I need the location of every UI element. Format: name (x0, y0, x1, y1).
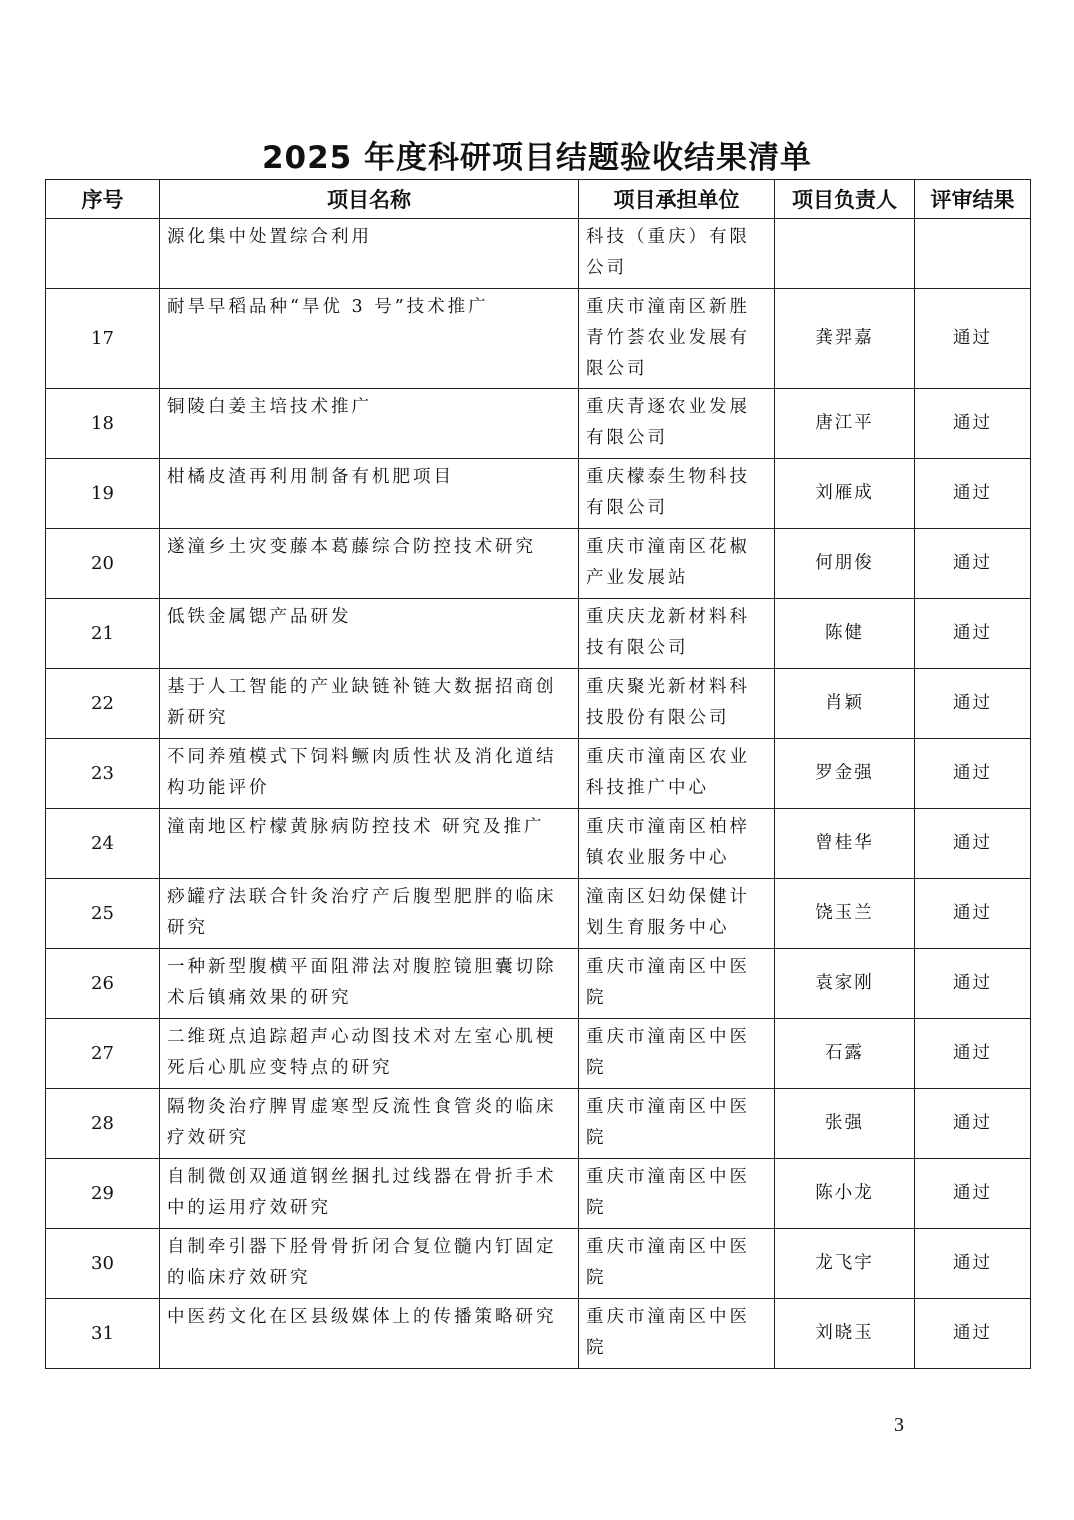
table-row (46, 389, 1031, 459)
cell-unit: 重庆市潼南区花椒产业发展站 (579, 529, 775, 599)
cell-no: 28 (46, 1089, 160, 1159)
cell-person: 唐江平 (775, 389, 915, 459)
cell-project-name: 不同养殖模式下饲料鳜肉质性状及消化道结构功能评价 (160, 739, 579, 809)
table-row (46, 289, 1031, 389)
cell-person: 石露 (775, 1019, 915, 1089)
cell-person: 陈健 (775, 599, 915, 669)
cell-project-name: 柑橘皮渣再利用制备有机肥项目 (160, 459, 579, 529)
cell-no: 19 (46, 459, 160, 529)
cell-person: 曾桂华 (775, 809, 915, 879)
cell-person: 何朋俊 (775, 529, 915, 599)
cell-person: 刘晓玉 (775, 1299, 915, 1369)
cell-project-name: 隔物灸治疗脾胃虚寒型反流性食管炎的临床疗效研究 (160, 1089, 579, 1159)
cell-no: 20 (46, 529, 160, 599)
header-result: 评审结果 (915, 180, 1031, 219)
cell-no: 31 (46, 1299, 160, 1369)
cell-result: 通过 (915, 1159, 1031, 1229)
cell-person: 袁家刚 (775, 949, 915, 1019)
cell-unit: 重庆市潼南区柏梓镇农业服务中心 (579, 809, 775, 879)
cell-unit: 重庆市潼南区中医院 (579, 1159, 775, 1229)
cell-project-name: 耐旱早稻品种“旱优 3 号”技术推广 (160, 289, 579, 389)
table-row (46, 809, 1031, 879)
document-title: 2025 年度科研项目结题验收结果清单 (261, 140, 813, 176)
table-row (46, 459, 1031, 529)
cell-unit: 重庆青逐农业发展有限公司 (579, 389, 775, 459)
header-project-name: 项目名称 (160, 180, 579, 219)
cell-result: 通过 (915, 739, 1031, 809)
cell-result: 通过 (915, 289, 1031, 389)
cell-result: 通过 (915, 599, 1031, 669)
header-person: 项目负责人 (775, 180, 915, 219)
cell-result: 通过 (915, 809, 1031, 879)
cell-no: 27 (46, 1019, 160, 1089)
cell-unit: 重庆庆龙新材料科技有限公司 (579, 599, 775, 669)
table-row (46, 1159, 1031, 1229)
cell-no: 25 (46, 879, 160, 949)
cell-project-name: 潼南地区柠檬黄脉病防控技术 研究及推广 (160, 809, 579, 879)
table-row (46, 599, 1031, 669)
cell-result: 通过 (915, 1019, 1031, 1089)
cell-unit: 重庆市潼南区中医院 (579, 1229, 775, 1299)
cell-unit: 重庆聚光新材料科技股份有限公司 (579, 669, 775, 739)
cell-no: 18 (46, 389, 160, 459)
cell-unit: 科技（重庆）有限公司 (579, 219, 775, 289)
cell-project-name: 自制微创双通道钢丝捆扎过线器在骨折手术中的运用疗效研究 (160, 1159, 579, 1229)
cell-person: 龙飞宇 (775, 1229, 915, 1299)
table-row (46, 949, 1031, 1019)
cell-project-name: 自制牵引器下胫骨骨折闭合复位髓内钉固定的临床疗效研究 (160, 1229, 579, 1299)
table-row (46, 529, 1031, 599)
cell-unit: 潼南区妇幼保健计划生育服务中心 (579, 879, 775, 949)
cell-result: 通过 (915, 949, 1031, 1019)
table-row (46, 1019, 1031, 1089)
cell-unit: 重庆市潼南区中医院 (579, 1089, 775, 1159)
cell-person: 陈小龙 (775, 1159, 915, 1229)
header-no: 序号 (46, 180, 160, 219)
cell-result: 通过 (915, 529, 1031, 599)
cell-unit: 重庆檬泰生物科技有限公司 (579, 459, 775, 529)
table-header-row (46, 180, 1031, 219)
cell-no (46, 219, 160, 289)
cell-unit: 重庆市潼南区中医院 (579, 1299, 775, 1369)
cell-person: 肖颖 (775, 669, 915, 739)
cell-project-name: 痧罐疗法联合针灸治疗产后腹型肥胖的临床研究 (160, 879, 579, 949)
cell-result: 通过 (915, 1299, 1031, 1369)
cell-project-name: 基于人工智能的产业缺链补链大数据招商创新研究 (160, 669, 579, 739)
cell-unit: 重庆市潼南区中医院 (579, 1019, 775, 1089)
cell-unit: 重庆市潼南区新胜青竹荟农业发展有限公司 (579, 289, 775, 389)
cell-no: 21 (46, 599, 160, 669)
cell-person: 罗金强 (775, 739, 915, 809)
cell-unit: 重庆市潼南区农业科技推广中心 (579, 739, 775, 809)
cell-project-name: 遂潼乡土灾变藤本葛藤综合防控技术研究 (160, 529, 579, 599)
cell-project-name: 一种新型腹横平面阻滞法对腹腔镜胆囊切除术后镇痛效果的研究 (160, 949, 579, 1019)
cell-result: 通过 (915, 1089, 1031, 1159)
cell-result: 通过 (915, 1229, 1031, 1299)
page-number: 3 (894, 1414, 904, 1436)
table-row (46, 1229, 1031, 1299)
cell-person: 刘雁成 (775, 459, 915, 529)
cell-no: 26 (46, 949, 160, 1019)
cell-result: 通过 (915, 389, 1031, 459)
cell-no: 24 (46, 809, 160, 879)
table-row (46, 1089, 1031, 1159)
cell-no: 23 (46, 739, 160, 809)
cell-project-name: 中医药文化在区县级媒体上的传播策略研究 (160, 1299, 579, 1369)
cell-person: 张强 (775, 1089, 915, 1159)
cell-person: 饶玉兰 (775, 879, 915, 949)
cell-result: 通过 (915, 459, 1031, 529)
cell-person: 龚羿嘉 (775, 289, 915, 389)
cell-project-name: 二维斑点追踪超声心动图技术对左室心肌梗死后心肌应变特点的研究 (160, 1019, 579, 1089)
cell-no: 22 (46, 669, 160, 739)
table-row (46, 669, 1031, 739)
cell-project-name: 铜陵白姜主培技术推广 (160, 389, 579, 459)
cell-project-name: 源化集中处置综合利用 (160, 219, 579, 289)
cell-person (775, 219, 915, 289)
table-row (46, 1299, 1031, 1369)
cell-result (915, 219, 1031, 289)
cell-no: 17 (46, 289, 160, 389)
header-unit: 项目承担单位 (579, 180, 775, 219)
table-row (46, 739, 1031, 809)
cell-result: 通过 (915, 879, 1031, 949)
table-row (46, 219, 1031, 289)
cell-result: 通过 (915, 669, 1031, 739)
results-table (45, 179, 1031, 1369)
cell-no: 30 (46, 1229, 160, 1299)
table-row (46, 879, 1031, 949)
cell-project-name: 低铁金属锶产品研发 (160, 599, 579, 669)
cell-unit: 重庆市潼南区中医院 (579, 949, 775, 1019)
cell-no: 29 (46, 1159, 160, 1229)
